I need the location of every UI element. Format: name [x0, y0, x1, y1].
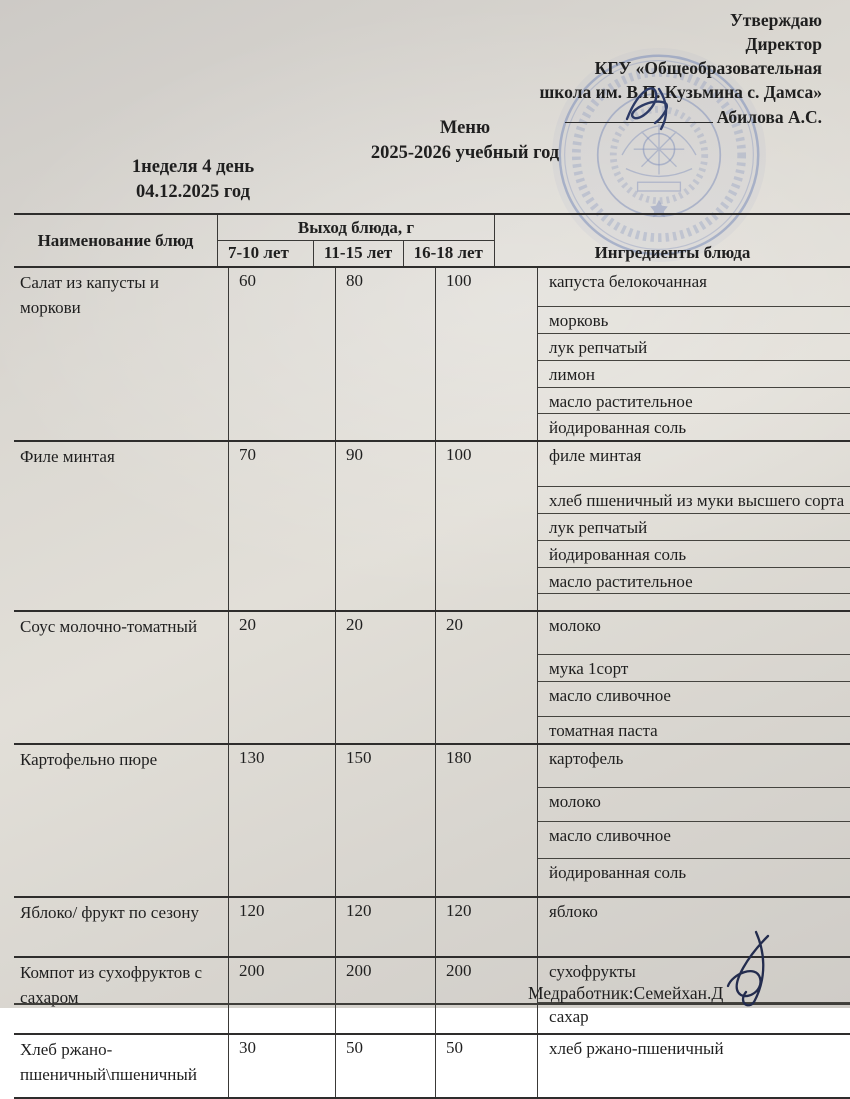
table-row	[14, 745, 850, 898]
approval-line: школа им. В.П. Кузьмина с. Дамса»	[539, 82, 822, 103]
weight-cell: 20	[436, 612, 538, 743]
ingredient-item: мука 1сорт	[538, 655, 850, 682]
header-age-7-10: 7-10 лет	[218, 241, 314, 266]
weight-cell: 70	[229, 442, 336, 610]
ingredient-item: лимон	[538, 361, 850, 388]
weight-cell: 30	[229, 1035, 336, 1097]
table-row	[14, 268, 850, 442]
menu-date: 04.12.2025 год	[136, 181, 250, 202]
dish-name: Хлеб ржано-пшеничный\пшеничный	[14, 1035, 229, 1097]
weight-cell: 20	[229, 612, 336, 743]
academic-year: 2025-2026 учебный год	[370, 142, 560, 163]
weight-cell: 120	[336, 898, 436, 956]
header-dish-name: Наименование блюд	[14, 215, 218, 266]
ingredient-item: томатная паста	[549, 721, 658, 741]
ingredients-cell	[538, 268, 850, 440]
ingredient-item: хлеб ржано-пшеничный	[549, 1038, 724, 1058]
table-row	[14, 612, 850, 745]
dish-name: Салат из капусты и моркови	[14, 268, 229, 440]
ingredient-item: лук репчатый	[538, 514, 850, 541]
ingredients-cell	[538, 898, 850, 956]
ingredient-item: масло сливочное	[538, 682, 850, 717]
ingredients-cell	[538, 442, 850, 610]
header-age-11-15: 11-15 лет	[314, 241, 404, 266]
table-header	[14, 215, 850, 268]
menu-date-block	[108, 155, 278, 205]
week-day-label: 1неделя 4 день	[131, 157, 255, 177]
dish-name: Компот из сухофруктов с сахаром	[14, 958, 229, 1033]
weight-cell: 120	[229, 898, 336, 956]
menu-title: Меню	[439, 118, 491, 138]
ingredients-cell	[538, 1035, 850, 1097]
table-row	[14, 1035, 850, 1099]
dish-name: Филе минтая	[14, 442, 229, 610]
weight-cell: 200	[229, 958, 336, 1033]
header-output-title: Выход блюда, г	[218, 215, 494, 241]
ingredients-cell	[538, 612, 850, 743]
ingredient-item: молоко	[538, 788, 850, 822]
approval-line: Директор	[745, 34, 822, 55]
ingredient-item: масло сливочное	[538, 822, 850, 859]
header-age-16-18: 16-18 лет	[413, 243, 483, 262]
ingredient-item: яблоко	[549, 901, 598, 921]
weight-cell: 180	[436, 745, 538, 896]
ingredient-item: филе минтая	[538, 442, 850, 487]
weight-cell: 80	[336, 268, 436, 440]
weight-cell: 150	[336, 745, 436, 896]
ingredient-item: капуста белокочанная	[538, 268, 850, 307]
weight-cell: 130	[229, 745, 336, 896]
ingredient-item: йодированная соль	[549, 418, 687, 438]
approval-block	[540, 8, 822, 129]
ingredient-item: лук репчатый	[538, 334, 850, 361]
ingredient-item-empty	[538, 594, 850, 610]
header-ingredients: Ингредиенты блюда	[594, 243, 751, 262]
ingredient-item: молоко	[538, 612, 850, 655]
weight-cell: 120	[436, 898, 538, 956]
weight-cell: 200	[436, 958, 538, 1033]
ingredient-item: морковь	[538, 307, 850, 334]
ingredient-item: сухофрукты	[538, 958, 850, 1003]
weight-cell: 200	[336, 958, 436, 1033]
ingredient-item: картофель	[538, 745, 850, 788]
header-output-group	[218, 215, 495, 266]
ingredient-item: йодированная соль	[549, 862, 687, 882]
weight-cell: 60	[229, 268, 336, 440]
approval-line: КГУ «Общеобразовательная	[594, 58, 822, 79]
weight-cell: 50	[436, 1035, 538, 1097]
ingredients-cell	[538, 745, 850, 896]
header-age-row	[218, 241, 494, 266]
dish-name: Яблоко/ фрукт по сезону	[14, 898, 229, 956]
ingredient-item: масло растительное	[538, 568, 850, 595]
weight-cell: 90	[336, 442, 436, 610]
weight-cell: 100	[436, 268, 538, 440]
medworker-signature-icon	[698, 930, 798, 1006]
ingredient-item: масло растительное	[538, 388, 850, 415]
approval-line: Утверждаю	[729, 10, 822, 30]
dish-name: Картофельно пюре	[14, 745, 229, 896]
ingredient-item: йодированная соль	[538, 541, 850, 568]
ingredient-item: хлеб пшеничный из муки высшего сорта	[538, 487, 850, 514]
weight-cell: 20	[336, 612, 436, 743]
weight-cell: 50	[336, 1035, 436, 1097]
table-row	[14, 442, 850, 612]
weight-cell: 100	[436, 442, 538, 610]
dish-name: Соус молочно-томатный	[14, 612, 229, 743]
signer-name: Абилова А.С.	[716, 106, 822, 127]
ingredient-item: сахар	[549, 1006, 589, 1026]
medworker-label: Медработник:Семейхан.Д	[528, 983, 724, 1003]
